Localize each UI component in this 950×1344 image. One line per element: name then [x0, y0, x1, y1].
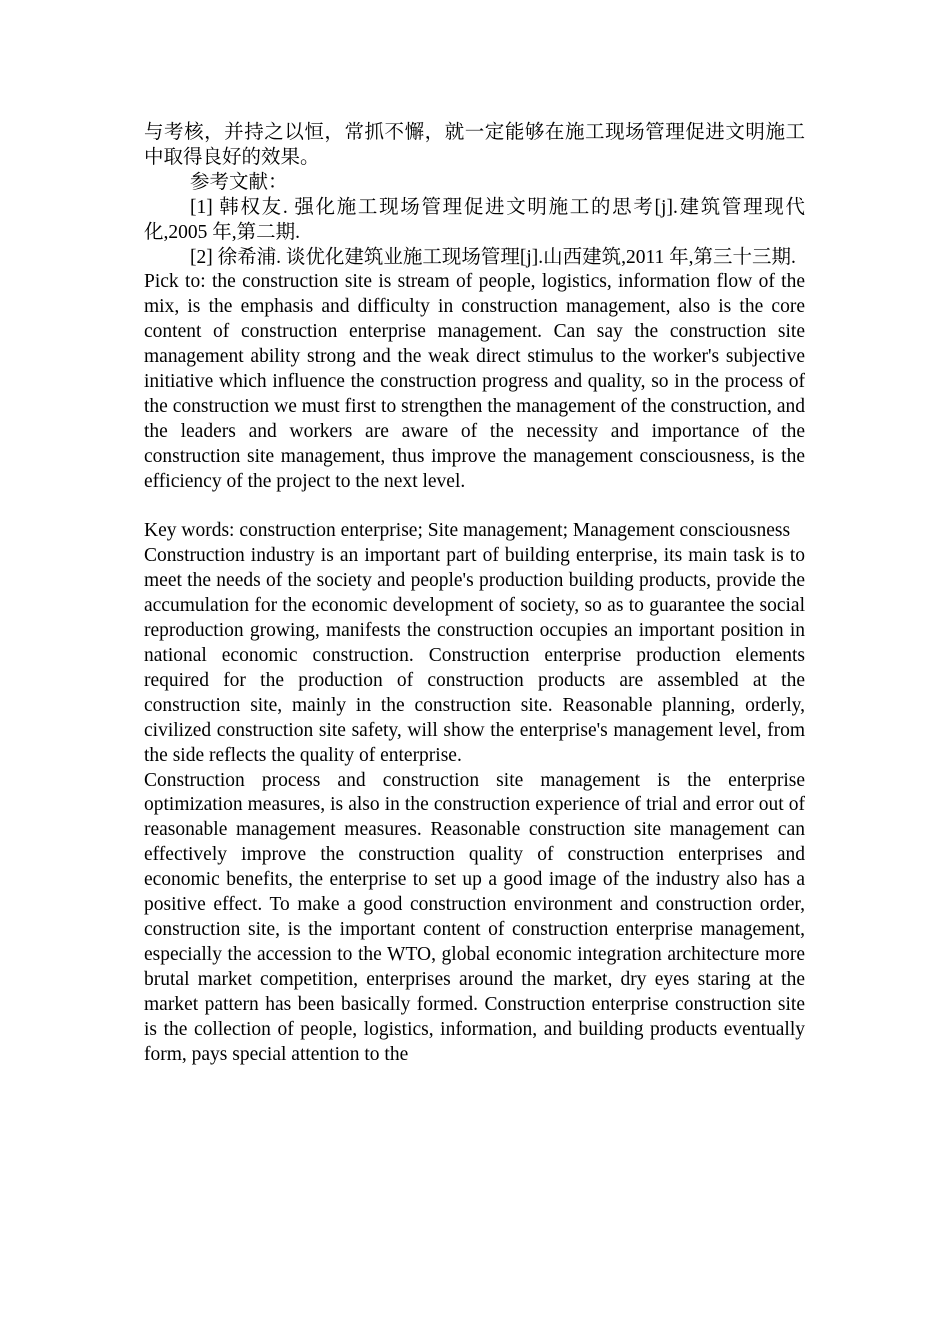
document-page — [144, 121, 805, 1067]
chinese-conclusion-paragraph: 与考核，并持之以恒，常抓不懈，就一定能够在施工现场管理促进文明施工中取得良好的效果。 — [144, 122, 805, 168]
reference-item-2: [2] 徐希浦. 谈优化建筑业施工现场管理[j].山西建筑,2011 年,第三十三期. — [190, 246, 796, 268]
blank-line — [144, 495, 805, 520]
keywords-paragraph: Key words: construction enterprise; Site management; Management consciousness — [144, 520, 791, 542]
body-paragraph-2: Construction process and construction site management is the enterprise optimization measures, is also in the construction experience of trial and error out of reasonable management measures. Reasonable construction site management can effectively improve the construction quality of construction enterprises and economic benefits, the enterprise to set up a good image of the industry also has a positive effect. To make a good construction environment and construction order, construction site, is the important content of construction enterprise management, especially the accession to the WTO, global economic integration architecture more brutal market competition, enterprises around the market, dry eyes staring at the market pattern has been basically formed. Construction enterprise construction site is the collection of people, logistics, information, and building products eventually form, pays special attention to the — [144, 769, 805, 1065]
reference-item-1: [1] 韩权友. 强化施工现场管理促进文明施工的思考[j].建筑管理现代化,2005 年,第二期. — [144, 196, 805, 243]
body-paragraph-1: Construction industry is an important part of building enterprise, its main task is to meet the needs of the society and people's production building products, provide the accumulation for the economic development of society, so as to guarantee the social reproduction growing, manifests the construction occupies an important position in national economic construction. Construction enterprise production elements required for the production of construction products are assembled at the construction site, mainly in the construction site. Reasonable planning, orderly, civilized construction site safety, will show the enterprise's management level, from the side reflects the quality of enterprise. — [144, 545, 805, 766]
references-heading: 参考文献： — [190, 171, 288, 193]
abstract-paragraph: Pick to: the construction site is stream of people, logistics, information flow of the mix, is the emphasis and difficulty in construction management, also is the core content of construction enterprise management. Can say the construction site management ability strong and the weak direct stimulus to the worker's subjective initiative which influence the construction progress and quality, so in the process of the construction we must first to strengthen the management of the construction, and the leaders and workers are aware of the necessity and importance of the construction site management, thus improve the management consciousness, is the efficiency of the project to the next level. — [144, 271, 805, 492]
